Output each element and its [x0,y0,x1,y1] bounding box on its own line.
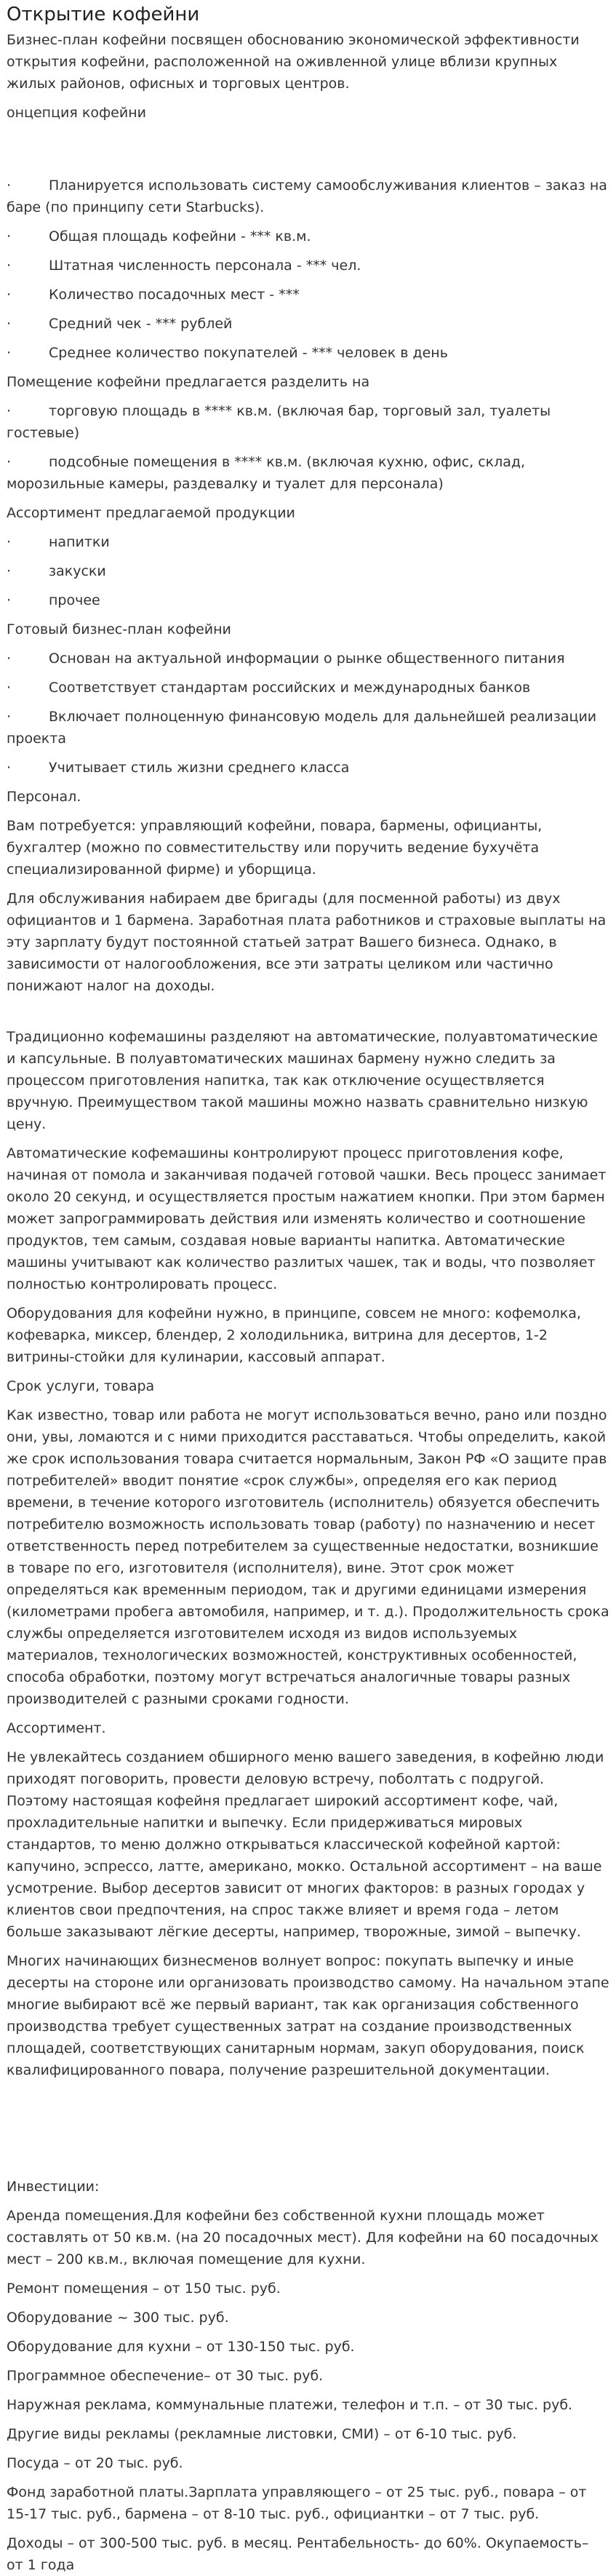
bullet: · [7,563,12,579]
list-item: · Учитывает стиль жизни среднего класса [7,757,609,779]
investment-line: Оборудование ~ 300 тыс. руб. [7,2310,229,2326]
list-item: · подсобные помещения в **** кв.м. (включая кухню, офис, склад, морозильные камеры, раздевалку и туалет для персонала) [7,451,609,495]
bullet: · [7,258,12,274]
premises-heading: Помещение кофейни предлагается разделить на [7,374,370,390]
list-item: · Общая площадь кофейни - *** кв.м. [7,226,609,247]
assortment-list [7,531,609,611]
assortment-heading: Ассортимент предлагаемой продукции [7,505,295,521]
list-item: · торговую площадь в **** кв.м. (включая бар, торговый зал, туалеты гостевые) [7,400,609,444]
bullet: · [7,680,12,696]
bullet: · [7,287,12,303]
investment-line: Оборудование для кухни – от 130-150 тыс. руб. [7,2339,355,2355]
list-item: · Планируется использовать систему самообслуживания клиентов – заказ на баре (по принципу сети Starbucks). [7,175,609,218]
investment-line: Посуда – от 20 тыс. руб. [7,2455,183,2471]
staff-paragraph-2: Для обслуживания набираем две бригады (для посменной работы) из двух официантов и 1 бармена. Заработная плата работников и страховые выплаты на эту зарплату будут постоянной статьей затрат Вашего бизнеса. Однако, в зависимости от налогообложения, все эти затраты целиком или частично понижают налог на доходы. [7,891,607,994]
investment-line: Доходы – от 300-500 тыс. руб. в месяц. Рентабельность- до 60%. Окупаемость– от 1 года [7,2535,589,2573]
assortment-2-paragraph: Не увлекайтесь созданием обширного меню вашего заведения, в кофейню люди приходят поговорить, провести деловую встречу, поболтать с подругой. Поэтому настоящая кофейня предлагает широкий ассортимент кофе, чай, прохладительные напитки и выпечку. Если придерживаться мировых стандартов, то меню должно открываться классической кофейной картой: капучино, эспрессо, латте, американо, мокко. Остальной ассортимент – на ваше усмотрение. Выбор десертов зависит от многих факторов: в разных городах у клиентов свои предпочтения, на спрос также влияет и время года – летом больше заказывают лёгкие десерты, например, творожные, зимой – выпечку. [7,1749,604,1940]
intro-paragraph: Бизнес-план кофейни посвящен обоснованию экономической эффективности открытия кофейни, расположенной на оживленной улице вблизи крупных жилых районов, офисных и торговых центров. [7,32,580,92]
premises-list [7,400,609,495]
list-item: · прочее [7,589,609,611]
bullet: · [7,178,12,194]
investments-heading: Инвестиции: [7,2179,100,2195]
bullet: · [7,651,12,667]
assortment-2-heading: Ассортимент. [7,1720,106,1736]
list-item: · закуски [7,560,609,582]
concept-heading: онцепция кофейни [7,105,146,121]
bullet: · [7,709,12,725]
staff-heading: Персонал. [7,789,81,805]
ready-plan-heading: Готовый бизнес-план кофейни [7,621,231,637]
bullet: · [7,534,12,550]
investment-line: Ремонт помещения – от 150 тыс. руб. [7,2281,281,2297]
staff-paragraph: Вам потребуется: управляющий кофейни, повара, бармены, официанты, бухгалтер (можно по совместительству или поручить ведение бухучёта специализированной фирме) и уборщица. [7,818,543,878]
page-title: Открытие кофейни [7,4,200,25]
assortment-2-paragraph-2: Многих начинающих бизнесменов волнует вопрос: покупать выпечку и иные десерты на стороне или организовать производство самому. На начальном этапе многие выбирают всё же первый вариант, так как организация собственного производства требует существенных затрат на создание производственных площадей, соответствующих санитарным нормам, закуп оборудования, поиск квалифицированного повара, получение разрешительной документации. [7,1953,609,2078]
ready-plan-list [7,648,609,779]
machines-paragraph: Традиционно кофемашины разделяют на автоматические, полуавтоматические и капсульные. В полуавтоматических машинах бармену нужно следить за процессом приготовления напитка, так как отключение осуществляется вручную. Преимуществом такой машины можно назвать сравнительно низкую цену. [7,1029,598,1132]
list-item: · Количество посадочных мест - *** [7,284,609,306]
investments-list [7,2205,609,2576]
investment-line: Программное обеспечение– от 30 тыс. руб. [7,2368,324,2384]
investment-line: Фонд заработной платы.Зарплата управляющего – от 25 тыс. руб., повара – от 15-17 тыс. руб., бармена – от 8-10 тыс. руб., официантки – от 7 тыс. руб. [7,2484,587,2522]
list-item: · Среднее количество покупателей - *** человек в день [7,342,609,364]
shelf-life-paragraph: Как известно, товар или работа не могут использоваться вечно, рано или поздно они, увы, ломаются и с ними приходится расставаться. Чтобы определить, какой же срок использования товара считается нормальным, Закон РФ «О защите прав потребителей» вводит понятие «срок службы», определяя его как период времени, в течение которого изготовитель (исполнитель) обязуется обеспечить потребителю возможность использовать товар (работу) по назначению и несет ответственность перед потребителем за существенные недостатки, возникшие в товаре по его, изготовителя (исполнителя), вине. Этот срок может определяться как временным периодом, так и другими единицами измерения (километрами пробега автомобиля, например, и т. д.). Продолжительность срока службы определяется изготовителем исходя из видов используемых материалов, технологических возможностей, конструктивных особенностей, способа обработки, поэтому могут встречаться аналогичные товары разных производителей с разными сроками годности. [7,1407,609,1707]
list-item: · Включает полноценную финансовую модель для дальнейшей реализации проекта [7,706,609,750]
shelf-life-heading: Срок услуги, товара [7,1378,155,1394]
bullet: · [7,345,12,361]
bullet: · [7,403,12,419]
investment-line: Другие виды рекламы (рекламные листовки, СМИ) – от 6-10 тыс. руб. [7,2426,517,2442]
equipment-paragraph: Оборудования для кофейни нужно, в принципе, совсем не много: кофемолка, кофеварка, миксер, блендер, 2 холодильника, витрина для десертов, 1-2 витрины-стойки для кулинарии, кассовый аппарат. [7,1305,581,1365]
list-item: · Основан на актуальной информации о рынке общественного питания [7,648,609,669]
list-item: · напитки [7,531,609,553]
list-item: · Соответствует стандартам российских и международных банков [7,677,609,699]
list-item: · Средний чек - *** рублей [7,313,609,335]
concept-list [7,175,609,364]
investment-line: Наружная реклама, коммунальные платежи, телефон и т.п. – от 30 тыс. руб. [7,2397,573,2413]
bullet: · [7,592,12,608]
bullet: · [7,760,12,776]
bullet: · [7,316,12,332]
investment-line: Аренда помещения.Для кофейни без собственной кухни площадь может составлять от 50 кв.м. (на 20 посадочных мест). Для кофейни на 60 посадочных мест – 200 кв.м., включая помещение для кухни. [7,2208,599,2267]
bullet: · [7,454,12,470]
machines-paragraph-2: Автоматические кофемашины контролируют процесс приготовления кофе, начиная от помола и заканчивая подачей готовой чашки. Весь процесс занимает около 20 секунд, и осуществляется простым нажатием кнопки. При этом бармен может запрограммировать действия или изменять количество и соотношение продуктов, тем самым, создавая новые варианты напитка. Автоматические машины учитывают как количество разлитых чашек, так и воды, что позволяет полностью контролировать процесс. [7,1145,607,1292]
bullet: · [7,228,12,245]
list-item: · Штатная численность персонала - *** чел. [7,255,609,277]
